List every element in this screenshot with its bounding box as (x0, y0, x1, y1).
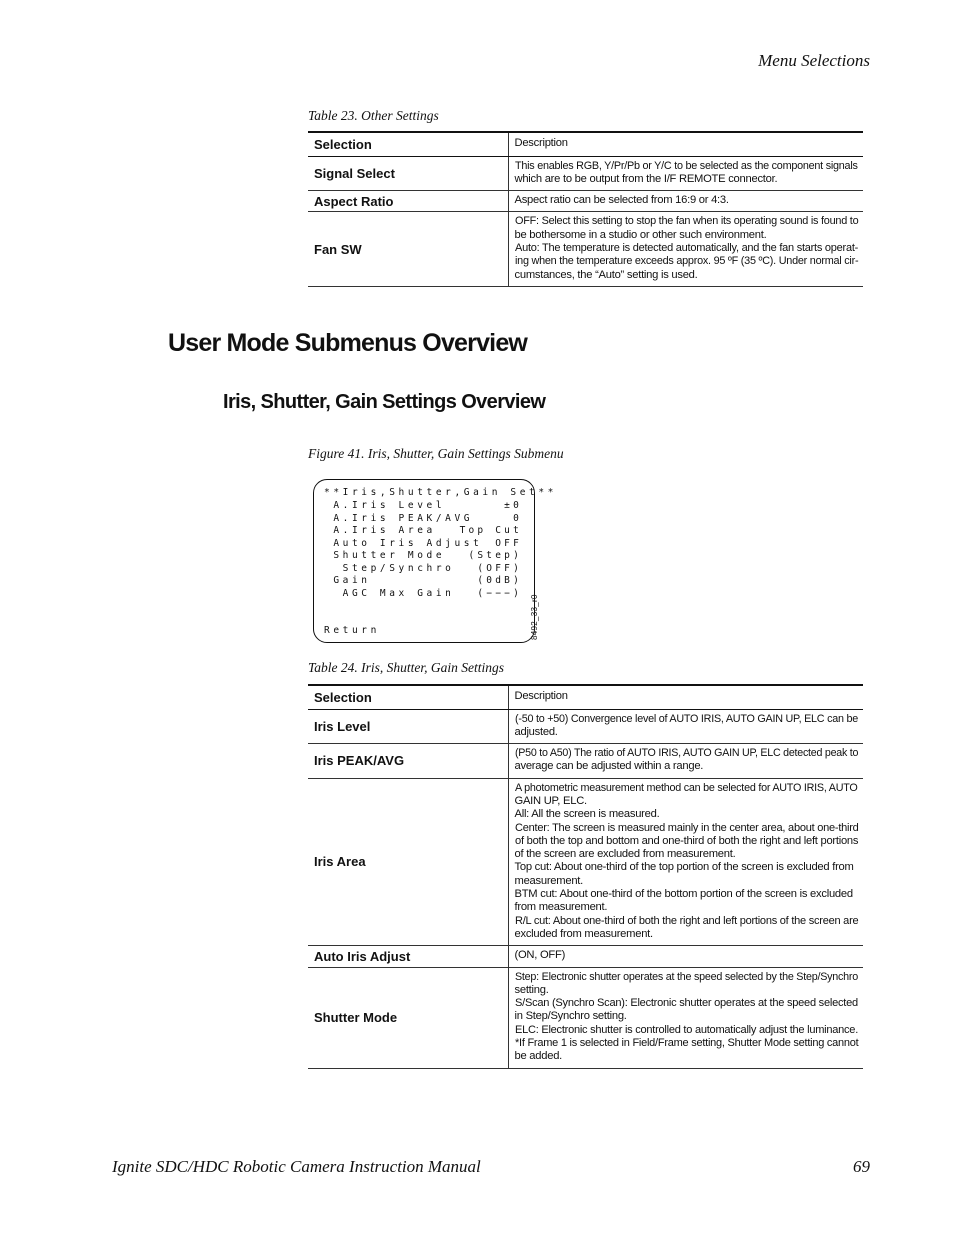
description-line: cumstances, the “Auto” setting is used. (514, 268, 698, 281)
description-line: excluded from measurement. (514, 927, 653, 940)
description-line: in Step/Synchro setting. (514, 1010, 627, 1023)
table-row (308, 778, 863, 946)
menu-item-label: AGC Max Gain (324, 587, 455, 599)
description-line: which are to be output from the I/F REMOTE connector. (514, 172, 778, 185)
description-line: A photometric measurement method can be selected for AUTO IRIS, AUTO (514, 781, 858, 794)
description-line: This enables RGB, Y/Pr/Pb or Y/C to be selected as the component signals (514, 159, 858, 172)
table24-caption: Table 24. Iris, Shutter, Gain Settings (308, 660, 505, 675)
section-title: User Mode Submenus Overview (168, 329, 528, 357)
figure41-caption: Figure 41. Iris, Shutter, Gain Settings Submenu (308, 446, 564, 461)
selection-cell: Aspect Ratio (308, 191, 508, 212)
menu-item-value: (−−−) (477, 587, 522, 599)
description-cell (508, 946, 863, 967)
description-line: Center: The screen is measured mainly in the center area, about one-third (514, 821, 859, 834)
description-line: (-50 to +50) Convergence level of AUTO IRIS, AUTO GAIN UP, ELC can be (514, 712, 858, 725)
description-line: R/L cut: About one-third of both the right and left portions of the screen are (514, 914, 858, 927)
description-line: Auto: The temperature is detected automatically, and the fan starts operat- (514, 241, 858, 254)
description-line: OFF: Select this setting to stop the fan when its operating sound is found to (514, 215, 858, 228)
description-line: adjusted. (514, 725, 558, 738)
description-line: Step: Electronic shutter operates at the speed selected by the Step/Synchro (514, 970, 858, 983)
description-line: (ON, OFF) (514, 949, 566, 962)
table23-caption: Table 23. Other Settings (308, 108, 439, 123)
table-row (308, 946, 863, 967)
menu-item-label: Shutter Mode (324, 550, 446, 561)
description-line: average can be adjusted within a range. (514, 760, 704, 773)
menu-item-value: (0dB) (477, 575, 522, 586)
footer-manual-title: Ignite SDC/HDC Robotic Camera Instruction Manual (112, 1157, 481, 1176)
table24-header-selection: Selection (308, 685, 508, 709)
description-line: ELC: Electronic shutter is controlled to automatically adjust the luminance. (514, 1023, 858, 1036)
table-row (308, 744, 863, 779)
description-line: *If Frame 1 is selected in Field/Frame setting, Shutter Mode setting cannot (514, 1037, 858, 1050)
description-line: be bothersome in a studio or other such environment. (514, 228, 767, 241)
description-cell (508, 967, 863, 1068)
description-line: from measurement. (514, 901, 608, 914)
description-cell (508, 191, 863, 212)
description-cell (508, 778, 863, 946)
table-row (308, 212, 863, 286)
description-line: Top cut: About one-third of the top portion of the screen is excluded from (514, 861, 854, 874)
running-header: Menu Selections (758, 51, 870, 70)
description-line: of the screen are excluded from measurement. (514, 848, 736, 861)
selection-cell: Shutter Mode (308, 967, 508, 1068)
description-line: (P50 to A50) The ratio of AUTO IRIS, AUTO GAIN UP, ELC detected peak to (514, 747, 858, 760)
menu-item-value: OFF (495, 537, 522, 549)
description-line: BTM cut: About one-third of the bottom portion of the screen is excluded (514, 888, 853, 901)
table23-header-description: Description (508, 132, 863, 156)
description-cell (508, 744, 863, 779)
menu-item-label: A.Iris Area (324, 525, 436, 536)
table-row (308, 967, 863, 1068)
description-line: ing when the temperature exceeds approx. 95 ºF (35 ºC). Under normal cir- (514, 255, 858, 268)
description-line: All: All the screen is measured. (514, 808, 660, 821)
description-cell (508, 156, 863, 191)
selection-cell: Iris Level (308, 709, 508, 744)
description-cell (508, 212, 863, 286)
menu-item-label: Auto Iris Adjust (324, 537, 483, 549)
subsection-title: Iris, Shutter, Gain Settings Overview (223, 391, 546, 413)
menu-item-label: Gain (324, 575, 371, 586)
table23 (308, 131, 863, 287)
description-line: of both the top and bottom and one-third of both the right and left portions (514, 834, 858, 847)
footer-page-number: 69 (853, 1157, 870, 1176)
menu-return-item: Return (324, 625, 380, 636)
menu-item-value: ±0 (504, 500, 522, 511)
description-line: measurement. (514, 874, 584, 887)
menu-item-label: A.Iris PEAK/AVG (324, 512, 474, 524)
menu-title: **Iris,Shutter,Gain Set** (324, 487, 557, 498)
selection-cell: Signal Select (308, 156, 508, 191)
selection-cell: Auto Iris Adjust (308, 946, 508, 967)
menu-item-value: (Step) (468, 550, 522, 561)
menu-item-label: Step/Synchro (324, 562, 455, 574)
menu-item-value: Top Cut (459, 525, 522, 536)
description-line: setting. (514, 983, 549, 996)
table24-header-description: Description (508, 685, 863, 709)
description-line: GAIN UP, ELC. (514, 794, 587, 807)
table-row (308, 709, 863, 744)
description-line: Aspect ratio can be selected from 16:9 or 4:3. (514, 194, 729, 207)
table24 (308, 684, 863, 1069)
figure-id: 8492_33_r0 (530, 594, 539, 640)
menu-item-label: A.Iris Level (324, 500, 446, 511)
table23-header-selection: Selection (308, 132, 508, 156)
menu-item-value: 0 (513, 512, 522, 524)
table-row (308, 156, 863, 191)
description-line: S/Scan (Synchro Scan): Electronic shutter operates at the speed selected (514, 997, 858, 1010)
selection-cell: Fan SW (308, 212, 508, 286)
selection-cell: Iris PEAK/AVG (308, 744, 508, 779)
selection-cell: Iris Area (308, 778, 508, 946)
description-cell (508, 709, 863, 744)
menu-item-value: (OFF) (477, 562, 522, 574)
table-row (308, 191, 863, 212)
description-line: be added. (514, 1050, 563, 1063)
